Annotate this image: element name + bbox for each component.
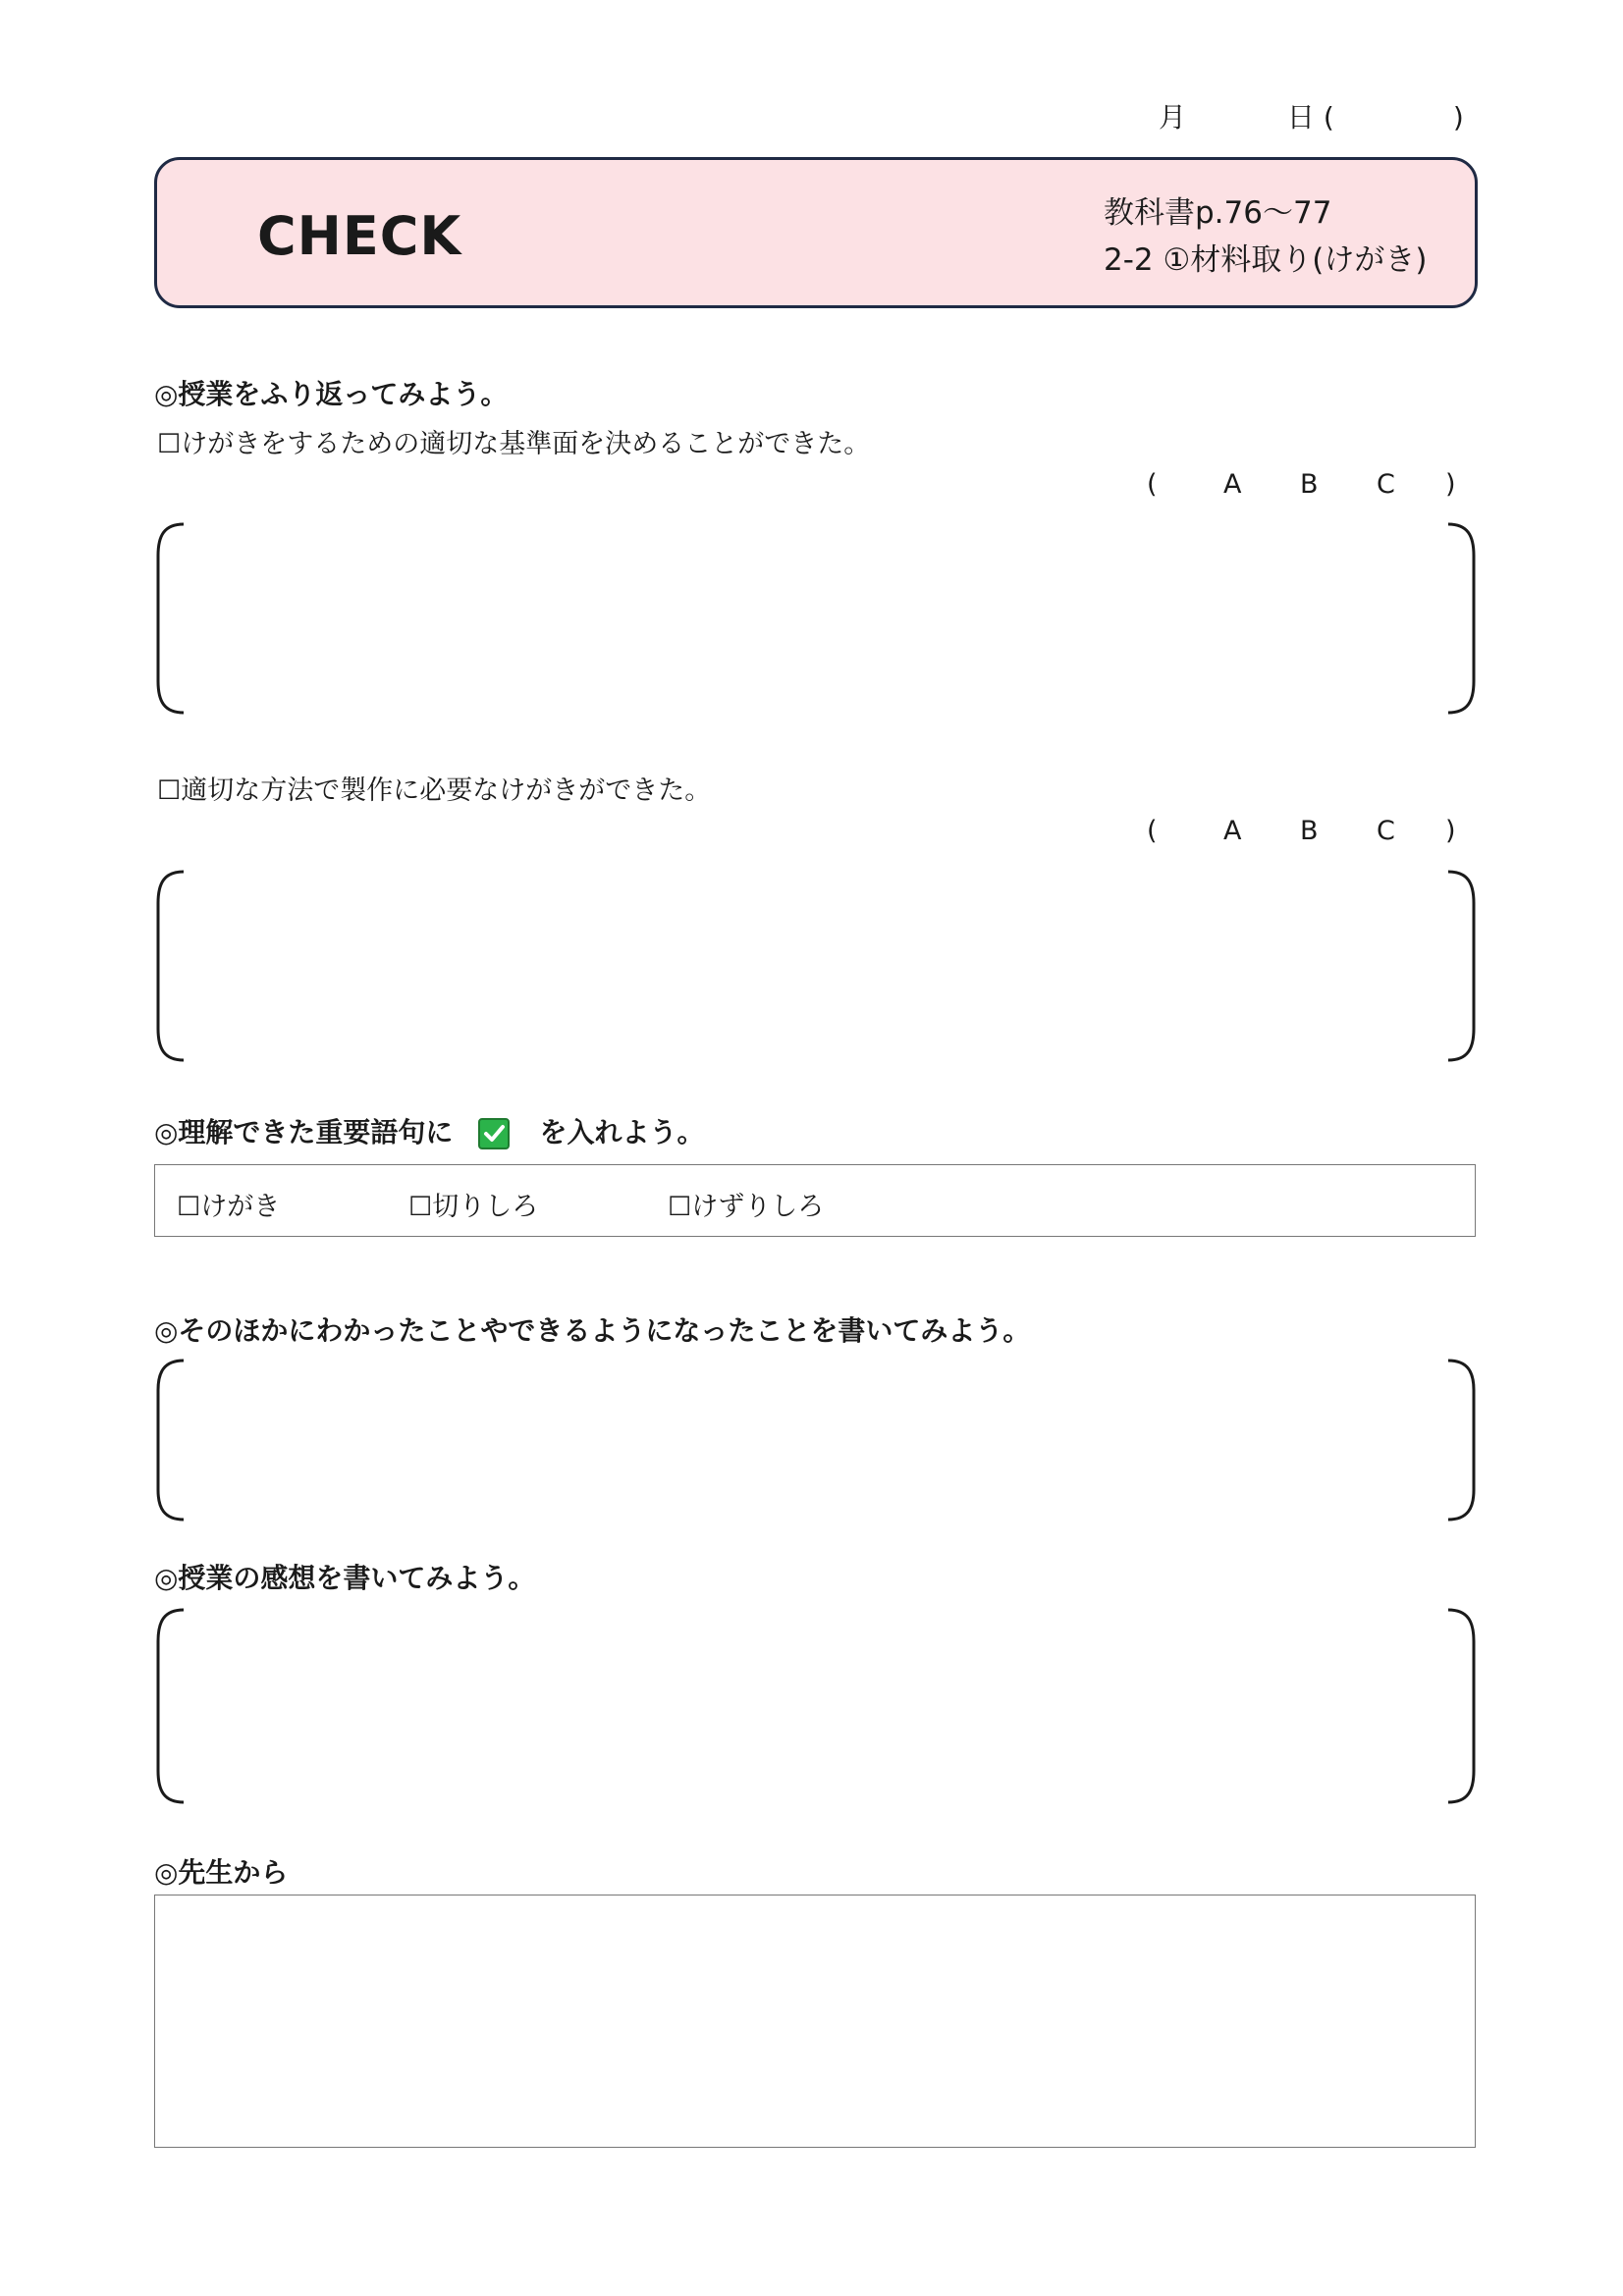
green-check-icon	[478, 1118, 510, 1149]
weekday-close-paren: )	[1452, 101, 1464, 133]
review-item-1-rating	[1147, 469, 1456, 500]
rating-option-c[interactable]: C	[1377, 816, 1395, 846]
lesson-reference	[1104, 189, 1427, 284]
rating-option-c[interactable]: C	[1377, 469, 1395, 500]
date-month-label: 月	[1159, 101, 1187, 133]
review-heading: ◎授業をふり返ってみよう。	[154, 378, 509, 410]
weekday-open-paren: (	[1323, 101, 1334, 133]
other-learnings-heading: ◎そのほかにわかったことやできるようになったことを書いてみよう。	[154, 1314, 1031, 1347]
rating-option-b[interactable]: B	[1300, 469, 1319, 500]
review-item-1-answer-area[interactable]	[154, 522, 1478, 715]
header-banner	[154, 157, 1478, 308]
terms-heading-after: を入れよう。	[539, 1116, 705, 1148]
rating-option-a[interactable]: A	[1223, 469, 1242, 500]
textbook-reference: 教科書p.76～77	[1104, 195, 1332, 231]
review-item-2-text: 適切な方法で製作に必要なけがきができた。	[181, 775, 712, 806]
review-item-1-text: けがきをするための適切な基準面を決めることができた。	[181, 429, 871, 459]
rating-option-a[interactable]: A	[1223, 816, 1242, 846]
review-item-2-rating	[1147, 816, 1456, 846]
rating-close-paren: )	[1445, 469, 1456, 500]
rating-open-paren: (	[1147, 816, 1158, 846]
review-item-2-checkbox[interactable]: ☐	[157, 775, 182, 806]
term-kegaki-checkbox[interactable]: ☐けがき	[177, 1192, 281, 1222]
impressions-heading: ◎授業の感想を書いてみよう。	[154, 1562, 536, 1594]
date-line	[1159, 96, 1464, 135]
rating-open-paren: (	[1147, 469, 1158, 500]
review-item-2	[157, 769, 711, 807]
date-day-text: 日	[1286, 101, 1315, 133]
key-terms-box	[154, 1164, 1476, 1237]
bracket-frame	[154, 870, 1478, 1062]
page-title: CHECK	[257, 205, 462, 267]
review-item-1	[157, 422, 870, 460]
bracket-frame	[154, 1608, 1478, 1804]
rating-option-b[interactable]: B	[1300, 816, 1319, 846]
review-item-1-checkbox[interactable]: ☐	[157, 429, 182, 459]
bracket-frame	[154, 522, 1478, 715]
terms-heading	[154, 1111, 704, 1150]
unit-title: 2-2 ①材料取り(けがき)	[1104, 242, 1428, 278]
term-kezurishiro-checkbox[interactable]: ☐けずりしろ	[668, 1192, 825, 1222]
teacher-comment-box	[154, 1895, 1476, 2148]
bracket-frame	[154, 1359, 1478, 1522]
rating-close-paren: )	[1445, 816, 1456, 846]
teacher-heading: ◎先生から	[154, 1856, 289, 1889]
other-learnings-answer-area[interactable]	[154, 1359, 1478, 1522]
review-item-2-answer-area[interactable]	[154, 870, 1478, 1062]
term-kirishiro-checkbox[interactable]: ☐切りしろ	[408, 1192, 539, 1222]
date-day-label	[1287, 96, 1444, 135]
terms-heading-before: ◎理解できた重要語句に	[154, 1116, 454, 1148]
impressions-answer-area[interactable]	[154, 1608, 1478, 1804]
